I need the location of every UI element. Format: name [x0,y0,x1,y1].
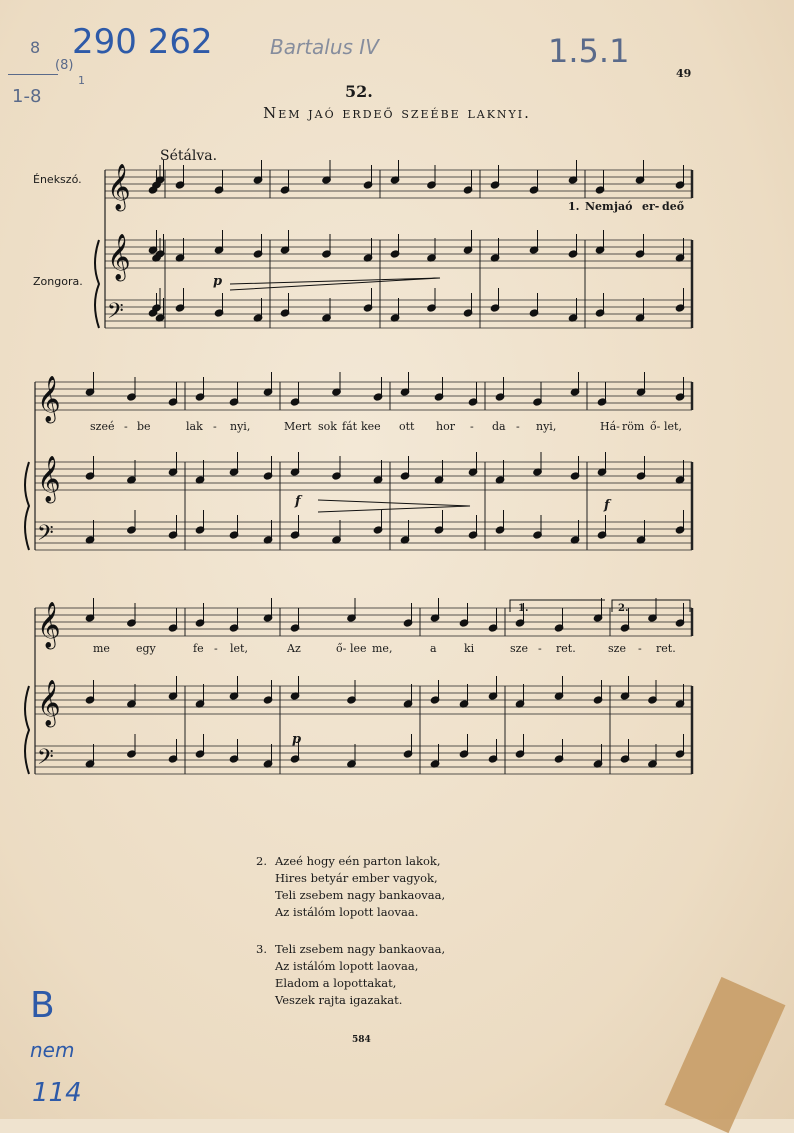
voice-part-label: Énekszó. [33,173,82,186]
lyric-syllable: Mert [284,420,312,433]
lyric-syllable: egy [136,642,156,655]
lyric-syllable: let, [230,642,248,655]
piano-part-label: Zongora. [33,275,83,288]
margin-number: 114 [32,1078,82,1108]
pencil-name: Bartalus IV [270,35,379,59]
piano-brace [25,462,29,550]
stanza-line: Eladom a lopottakat, [275,976,397,990]
lyric-syllable: - [214,642,218,655]
lyric-syllable: Nem [585,200,614,213]
stanza-line: Az istálóm lopott laovaa, [275,959,419,973]
stanza-lines [275,941,445,1009]
stanza-line: Az istálóm lopott laovaa. [275,905,419,919]
lyric-syllable: fe [193,642,204,655]
lyric-syllable: ret. [656,642,676,655]
lyric-syllable: jaó [614,200,633,213]
catalog-numbers: 290 262 [72,22,213,62]
treble-clef: 𝄞 [37,456,61,502]
treble-clef: 𝄞 [107,234,131,280]
lyric-syllable: ő- [650,420,661,433]
lyric-syllable: ott [399,420,415,433]
margin-letter: B [30,985,55,1026]
lyric-syllable: - [638,642,642,655]
dynamic-piano-1: p [213,274,223,289]
lyric-syllable: röm [622,420,645,433]
lyric-syllable: lak [186,420,203,433]
lyric-syllable: da [492,420,506,433]
pencil-fraction-bottom: 1-8 [12,86,42,107]
stanza-line: Teli zsebem nagy bankaovaa, [275,888,446,902]
lyric-syllable: nyi, [536,420,557,433]
bass-clef: 𝄢 [107,299,124,329]
lyric-syllable: ret. [556,642,576,655]
treble-clef: 𝄞 [107,164,131,210]
lyric-syllable: szeé [90,420,115,433]
dynamic-forte-2: f [604,498,610,513]
lyric-syllable: - [470,420,474,433]
lyric-syllable: Az [287,642,301,655]
lyric-syllable: kee [361,420,381,433]
dynamic-forte-1: f [295,494,301,509]
lyric-syllable: - [213,420,217,433]
crescendo-hairpin [230,278,440,290]
lyric-syllable: er- [642,200,660,213]
lyric-syllable: be [137,420,151,433]
volta-first: 1. [518,603,529,614]
stanza-number: 3. [256,942,267,956]
stanza-line: Teli zsebem nagy bankaovaa, [275,942,446,956]
piece-number: 52. [345,82,373,101]
treble-clef: 𝄞 [37,376,61,422]
treble-clef: 𝄞 [37,680,61,726]
lyric-syllable: me, [372,642,393,655]
footer-number: 584 [352,1035,371,1045]
lyric-syllable: deő [662,200,685,213]
lyric-syllable: fát [342,420,358,433]
bass-clef: 𝄢 [37,745,54,775]
lyric-syllable: - [516,420,520,433]
lyric-syllable: - [538,642,542,655]
volta-second: 2. [618,603,629,614]
pencil-sub-mark: 1 [78,74,85,87]
song-title: Nem jaó erdeő szeébe laknyi. [263,104,531,122]
treble-clef: 𝄞 [37,602,61,648]
tempo-marking: Sétálva. [160,148,218,164]
margin-word: nem [30,1038,75,1062]
lyric-syllable: - [124,420,128,433]
crescendo-hairpin [318,500,470,512]
stanza-2 [256,853,446,919]
stanza-lines [275,853,445,921]
stanza-line: Azeé hogy eén parton lakok, [275,854,441,868]
lyric-syllable: 1. [568,200,580,213]
stanza-line: Hires betyár ember vagyok, [275,871,438,885]
pencil-fraction-top: 8 [30,38,41,57]
piano-brace [95,240,99,328]
piano-brace [25,686,29,774]
lyric-syllable: sze [510,642,528,655]
stanza-line: Veszek rajta igazakat. [275,993,403,1007]
lyric-syllable: lee [350,642,367,655]
pencil-reference: 1.5.1 [548,32,630,70]
lyric-syllable: nyi, [230,420,251,433]
lyric-syllable: let, [664,420,682,433]
lyric-syllable: Há- [600,420,620,433]
stanza-3 [256,941,446,1007]
dynamic-piano-2: p [292,732,302,747]
page-number: 49 [676,67,692,80]
bass-clef: 𝄢 [37,521,54,551]
stanza-number: 2. [256,854,267,868]
lyric-syllable: hor [436,420,455,433]
pencil-small-mark: (8) [55,58,74,73]
lyric-syllable: ki [464,642,475,655]
lyric-syllable: sze [608,642,626,655]
lyric-syllable: me [93,642,110,655]
lyric-syllable: ő- [336,642,347,655]
lyric-syllable: a [430,642,437,655]
lyric-syllable: sok [318,420,337,433]
